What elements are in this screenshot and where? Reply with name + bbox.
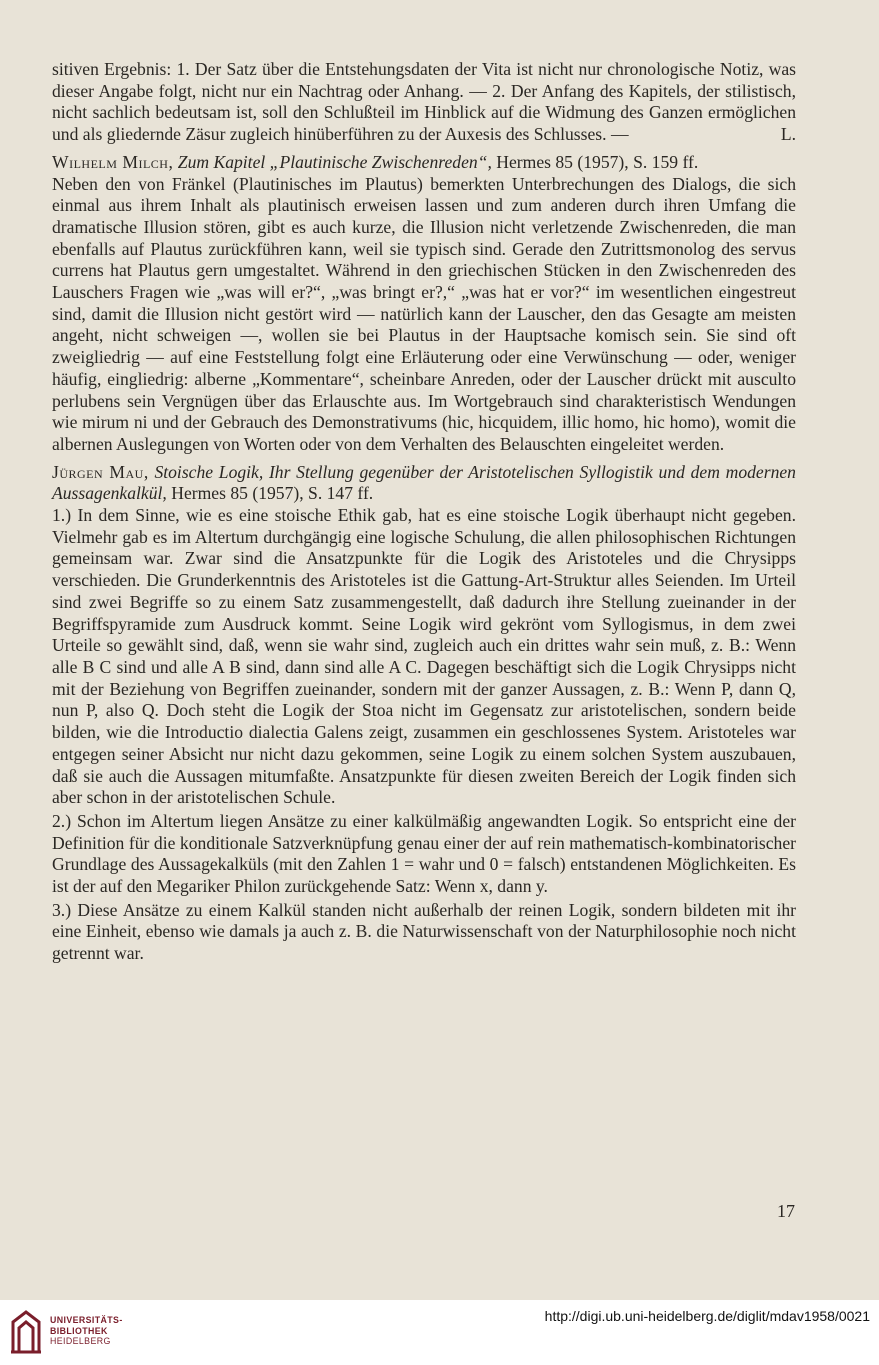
page-number: 17 — [777, 1201, 795, 1221]
citation-mau — [52, 462, 796, 505]
paragraph-mau-point-2: 2.) Schon im Altertum liegen Ansätze zu einer kalkülmäßig angewandten Logik. So entspricht eine der Definition für die konditionale Satzverknüpfung genau einer der auf rein mathematisch-kombinatorischer Grundlage des Aussagekalküls (mit den Zahlen 1 = wahr und 0 = falsch) entstandenen Möglichkeiten. Es ist der auf den Megariker Philon zurückgehende Satz: Wenn x, dann y. — [52, 810, 796, 897]
university-library-logo-icon — [9, 1308, 43, 1356]
citation-reference: Hermes 85 (1957), S. 159 ff. — [496, 151, 699, 172]
university-library-logo-text — [50, 1315, 123, 1347]
paragraph-mau-point-3: 3.) Diese Ansätze zu einem Kalkül standen nicht außerhalb der reinen Logik, sondern bildeten mit ihr eine Einheit, ebenso wie damals ja auch z. B. die Naturwissenschaft von der Naturphilosophie noch nicht getrennt war. — [52, 899, 796, 964]
citation-title: Zum Kapitel „Plautinische Zwischenreden“, — [177, 151, 492, 172]
citation-reference: Hermes 85 (1957), S. 147 ff. — [171, 483, 374, 504]
paragraph-conclusion — [52, 59, 796, 146]
logo-line: UNIVERSITÄTS- — [50, 1315, 123, 1325]
logo-line: HEIDELBERG — [50, 1336, 111, 1347]
citation-author: Wilhelm Milch, — [52, 151, 174, 172]
logo-line: BIBLIOTHEK — [50, 1325, 108, 1336]
page-body — [52, 59, 796, 965]
citation-milch — [52, 152, 796, 174]
paragraph-milch-summary: Neben den von Fränkel (Plautinisches im Plautus) bemerkten Unterbrechungen des Dialogs, die sich einmal aus ihrem Inhalt als plautinisch erweisen lassen und zum anderen durch ihren Umfang die dramatische Illusion stören, gibt es auch kurze, die Illusion nicht verletzende Zwischenreden, die man ebenfalls auf Plautus zurückführen kann, weil sie typisch sind. Gerade den Zutrittsmonolog des servus currens hat Plautus gern umgestaltet. Während in den griechischen Stücken in den Zwischenreden des Lauschers Fragen wie „was will er?“, „was bringt er?,“ „was hat er vor?“ im wesentlichen eingestreut sind, damit die Illusion nicht gestört wird — natürlich kann der Lauscher, den das Gesagte am meisten angeht, nicht schweigen —, wollen sie bei Plautus in der Hauptsache komisch sein. Sie sind oft zweigliedrig — auf eine Feststellung folgt eine Erläuterung oder eine Verwünschung — oder, weniger häufig, eingliedrig: alberne „Kommentare“, scheinbare Anreden, oder der Lauscher drückt mit ausculto perlubens sein Vergnügen über das Erlauschte aus. Im Wortgebrauch sind charakteristisch Wendungen wie mirum ni und der Gebrauch des Demonstrativums (hic, hicquidem, illic homo, hic homo), womit die albernen Auslegungen von Worten oder von dem Verhalten des Belauschten eingeleitet werden. — [52, 173, 796, 454]
paragraph-mau-point-1: 1.) In dem Sinne, wie es eine stoische Ethik gab, hat es eine stoische Logik überhaupt nicht gegeben. Vielmehr gab es im Altertum durchgängig eine logische Schulung, die allen philosophischen Richtungen gemeinsam war. Zwar sind die Ansatzpunkte für die Logik des Aristoteles und die Chrysipps verschieden. Die Grunderkenntnis des Aristoteles ist die Gattung-Art-Struktur alles Seienden. Im Urteil sind zwei Begriffe so zu einem Satz zusammengestellt, daß dadurch ihre Stellung zueinander in der Begriffspyramide zum Ausdruck kommt. Seine Logik wird gekrönt vom Syllogismus, in dem zwei Urteile so gewählt sind, daß, wenn sie wahr sind, zugleich auch ein drittes wahr sein muß, z. B.: Wenn alle B C sind und alle A B sind, dann sind alle A C. Dagegen beschäftigt sich die Logik Chrysipps nicht mit der Beziehung von Begriffen zueinander, sondern mit der ganzer Aussagen, z. B.: Wenn P, dann Q, nun P, also Q. Doch steht die Logik der Stoa nicht im Gegensatz zur aristotelischen, sondern beide bilden, wie die Introductio dialectia Galens zeigt, zusammen ein geschlossenes System. Aristoteles war entgegen seiner Absicht nur nicht dazu gekommen, seine Logik zu einem solchen System auszubauen, daß sie auch die Aussagen mitumfaßte. Ansatzpunkte für diesen zweiten Bereich der Logik finden sich aber schon in der aristotelischen Schule. — [52, 505, 796, 808]
citation-title: Stoische Logik, Ihr Stellung gegenüber der Aristotelischen Syllogistik und dem modernen Aussagenkalkül, — [52, 461, 796, 504]
source-url-link[interactable]: http://digi.ub.uni-heidelberg.de/diglit/mdav1958/0021 — [544, 1308, 870, 1324]
digitization-footer — [0, 1300, 879, 1365]
paragraph-text: sitiven Ergebnis: 1. Der Satz über die Entstehungsdaten der Vita ist nicht nur chronologische Notiz, was dieser Angabe folgt, nicht nur ein Nachtrag oder Anhang. — 2. Der Anfang des Kapitels, der stilistisch, nicht sachlich bedeutsam ist, soll den Schlußteil im Hinblick auf die Widmung des Ganzen ermöglichen und als gliedernde Zäsur zugleich hinüberführen zu der Auxesis des Schlusses. — — [52, 59, 796, 145]
citation-author: Jürgen Mau, — [52, 461, 149, 482]
author-signature: L. — [780, 124, 796, 145]
